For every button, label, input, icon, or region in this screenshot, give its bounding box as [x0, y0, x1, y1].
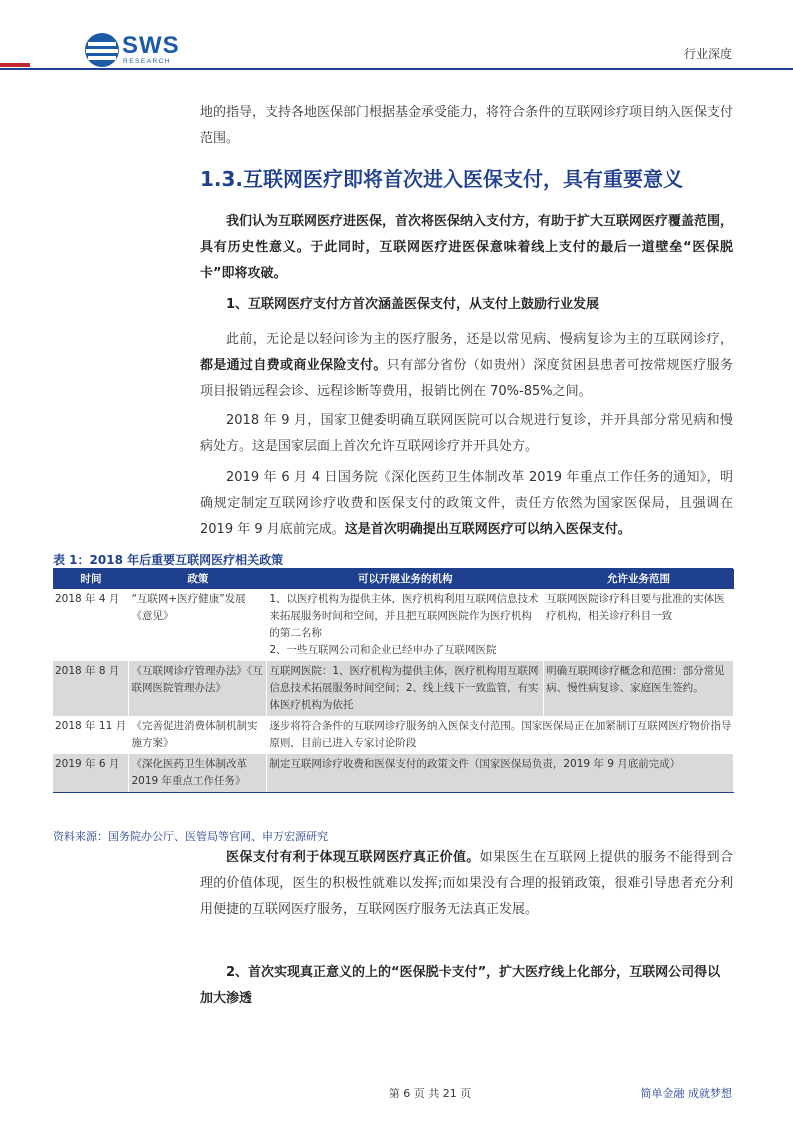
- intro-paragraph: 地的指导，支持各地医保部门根据基金承受能力，将符合条件的互联网诊疗项目纳入医保支付范围。: [200, 105, 734, 146]
- table-header-scope: 允许业务范围: [544, 569, 734, 589]
- table-row: [53, 661, 734, 716]
- table-row: [53, 754, 734, 793]
- table-header-institution: 可以开展业务的机构: [267, 569, 544, 589]
- table-header-time: 时间: [53, 569, 129, 589]
- table-caption: 表 1：2018 年后重要互联网医疗相关政策: [53, 553, 284, 567]
- table-row: [53, 716, 734, 754]
- policy-table: [53, 569, 734, 793]
- table-cell-policy: 《完善促进消费体制机制实施方案》: [129, 716, 267, 754]
- paragraph-2018-sept: 2018 年 9 月，国家卫健委明确互联网医院可以合规进行复诊，并开具部分常见病和慢病处方。这是国家层面上首次允许互联网诊疗并开具处方。: [200, 413, 733, 454]
- table-source: 资料来源：国务院办公厅、医管局等官网、申万宏源研究: [53, 830, 328, 843]
- lead-paragraph: 我们认为互联网医疗进医保，首次将医保纳入支付方，有助于扩大互联网医疗覆盖范围，具有历史性意义。于此同时，互联网医疗进医保意味着线上支付的最后一道壁垒“医保脱卡”即将攻破。: [200, 214, 734, 281]
- footer-slogan: 简单金融 成就梦想: [640, 1087, 732, 1100]
- report-type-tag: 行业深度: [683, 47, 732, 61]
- subheading-1: 1、互联网医疗支付方首次涵盖医保支付，从支付上鼓励行业发展: [226, 297, 600, 312]
- table-cell-scope: 明确互联网诊疗概念和范围：部分常见病、慢性病复诊、家庭医生签约。: [544, 661, 734, 716]
- table-cell-institution: 制定互联网诊疗收费和医保支付的政策文件（国家医保局负责，2019 年 9 月底前完成）: [267, 754, 734, 793]
- paragraph-prior-payment-pre: 此前，无论是以轻问诊为主的医疗服务，还是以常见病、慢病复诊为主的互联网诊疗，: [226, 332, 733, 347]
- table-cell-time: 2018 年 11 月: [53, 716, 129, 754]
- paragraph-2019-june-pre: 2019 年 6 月 4 日国务院《深化医药卫生体制改革 2019 年重点工作任务的通知》，明确规定制定互联网诊疗收费和医保支付的政策文件，责任方依然为国家医保局，且强调在 2019 年 9 月底前完成。: [200, 470, 733, 537]
- table-cell-time: 2018 年 8 月: [53, 661, 129, 716]
- section-title: 1.3.互联网医疗即将首次进入医保支付，具有重要意义: [200, 167, 684, 191]
- table-header-row: [53, 569, 734, 589]
- header-red-accent: [0, 63, 30, 67]
- logo-subtext: RESEARCH: [123, 58, 172, 65]
- table-cell-policy: 《互联网诊疗管理办法》《互联网医院管理办法》: [129, 661, 267, 716]
- subheading-2: 2、首次实现真正意义的上的“医保脱卡支付”，扩大医疗线上化部分，互联网公司得以加大渗透: [200, 965, 721, 1006]
- table-cell-institution: 逐步将符合条件的互联网诊疗服务纳入医保支付范围。国家医保局正在加紧制订互联网医疗物价指导原则，目前已进入专家讨论阶段: [267, 716, 734, 754]
- paragraph-prior-payment-bold: 都是通过自费或商业保险支付。: [200, 358, 387, 373]
- paragraph-prior-payment: [200, 327, 733, 405]
- table-cell-institution: 1、以医疗机构为提供主体，医疗机构利用互联网信息技术来拓展服务时间和空间，并且把互联网医院作为医疗机构的第二名称 2、一些互联网公司和企业已经申办了互联网医院: [267, 589, 544, 661]
- table-cell-policy: 《深化医药卫生体制改革 2019 年重点工作任务》: [129, 754, 267, 793]
- paragraph-2019-june: [200, 465, 733, 543]
- table-header-policy: 政策: [129, 569, 267, 589]
- header-divider: [0, 68, 793, 70]
- paragraph-value-post: 如果医生在互联网上提供的服务不能得到合理的价值体现，医生的积极性就难以发挥;而如果没有合理的报销政策，很难引导患者充分利用便捷的互联网医疗服务，互联网医疗服务无法真正发展。: [200, 850, 733, 917]
- table-cell-policy: “互联网+医疗健康”发展《意见》: [129, 589, 267, 661]
- page-number: 第 6 页 共 21 页: [388, 1087, 472, 1100]
- paragraph-value: [200, 845, 733, 923]
- paragraph-prior-payment-post: 只有部分省份（如贵州）深度贫困县患者可按常规医疗服务项目报销远程会诊、远程诊断等费用，报销比例在 70%-85%之间。: [200, 358, 733, 399]
- table-cell-institution: 互联网医院：1、医疗机构为提供主体，医疗机构用互联网信息技术拓展服务时间空间；2、线上线下一致监管，有实体医疗机构为依托: [267, 661, 544, 716]
- paragraph-value-bold: 医保支付有利于体现互联网医疗真正价值。: [226, 850, 480, 865]
- table-row: [53, 589, 734, 661]
- table-cell-scope: 互联网医院诊疗科目要与批准的实体医疗机构，相关诊疗科目一致: [544, 589, 734, 661]
- table-cell-time: 2018 年 4 月: [53, 589, 129, 661]
- table-cell-time: 2019 年 6 月: [53, 754, 129, 793]
- logo-text: SWS: [122, 32, 180, 59]
- logo-globe-icon: [82, 30, 122, 70]
- paragraph-2019-june-bold: 这是首次明确提出互联网医疗可以纳入医保支付。: [344, 522, 631, 537]
